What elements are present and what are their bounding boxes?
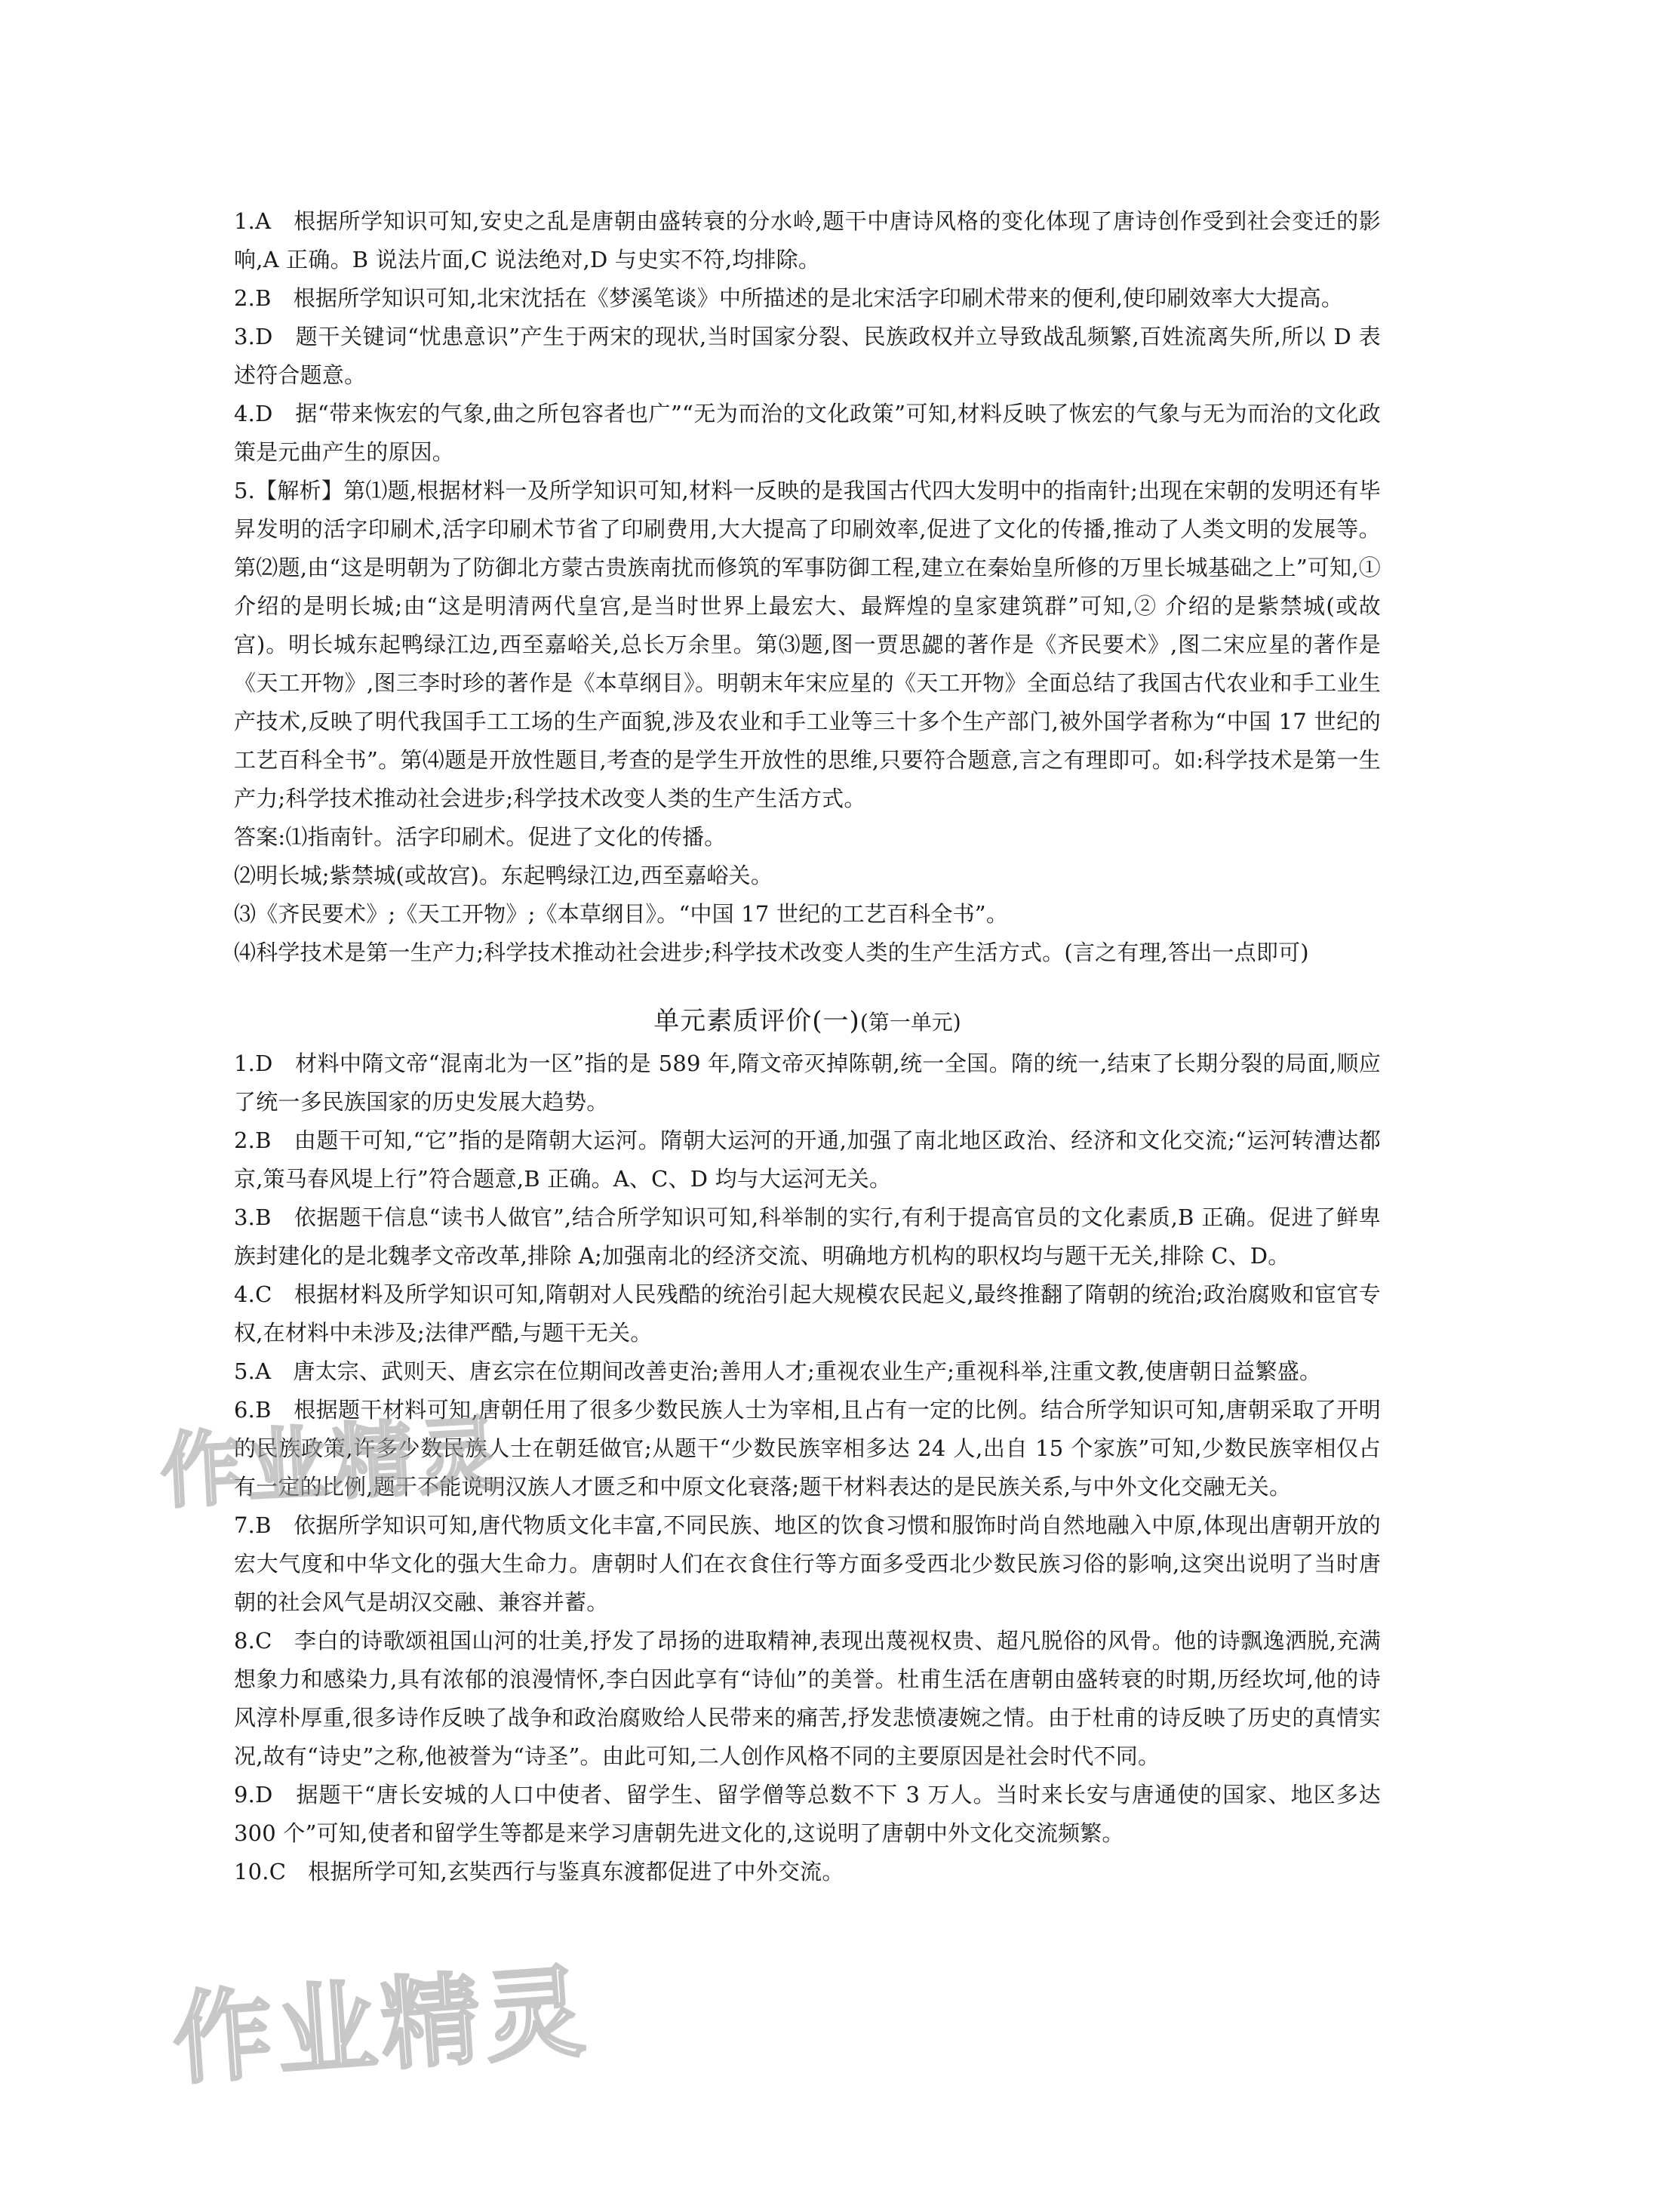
answers-part-1: [234, 202, 1381, 972]
section-title-main: 单元素质评价(一): [653, 1006, 860, 1036]
answer-page: [234, 202, 1381, 1891]
answer-5-key-1: 答案:⑴指南针。活字印刷术。促进了文化的传播。: [234, 824, 727, 850]
unit-answer-10c: 10.C 根据所学可知,玄奘西行与鉴真东渡都促进了中外交流。: [234, 1859, 844, 1884]
answer-2b: 2.B 根据所学知识可知,北宋沈括在《梦溪笔谈》中所描述的是北宋活字印刷术带来的便利,使印刷效率大大提高。: [234, 285, 1344, 311]
section-title-sub: (第一单元): [859, 1010, 961, 1035]
answer-3d: 3.D 题干关键词“忧患意识”产生于两宋的现状,当时国家分裂、民族政权并立导致战乱频繁,百姓流离失所,所以 D 表述符合题意。: [234, 324, 1381, 388]
answer-1a: 1.A 根据所学知识可知,安史之乱是唐朝由盛转衰的分水岭,题干中唐诗风格的变化体现了唐诗创作受到社会变迁的影响,A 正确。B 说法片面,C 说法绝对,D 与史实不符,均排除。: [234, 208, 1381, 272]
answer-5-key-3: ⑶《齐民要术》;《天工开物》;《本草纲目》。“中国 17 世纪的工艺百科全书”。: [234, 901, 1009, 927]
unit-answer-2b: 2.B 由题干可知,“它”指的是隋朝大运河。隋朝大运河的开通,加强了南北地区政治、经济和文化交流;“运河转漕达都京,策马春风堤上行”符合题意,B 正确。A、C、D 均与大运河无关。: [234, 1128, 1381, 1192]
answer-5-key-2: ⑵明长城;紫禁城(或故宫)。东起鸭绿江边,西至嘉峪关。: [234, 863, 773, 888]
section-title: [234, 1001, 1381, 1043]
answers-part-2: [234, 1044, 1381, 1891]
watermark-logo: 作业精灵: [158, 1407, 507, 1520]
unit-answer-4c: 4.C 根据材料及所学知识可知,隋朝对人民残酷的统治引起大规模农民起义,最终推翻了隋朝的统治;政治腐败和宦官专权,在材料中未涉及;法律严酷,与题干无关。: [234, 1281, 1381, 1346]
watermark-logo-large: 作业精灵: [169, 1953, 593, 2100]
unit-answer-5a: 5.A 唐太宗、武则天、唐玄宗在位期间改善吏治;善用人才;重视农业生产;重视科举,注重文教,使唐朝日益繁盛。: [234, 1358, 1322, 1384]
answer-5-analysis: 5.【解析】第⑴题,根据材料一及所学知识可知,材料一反映的是我国古代四大发明中的指南针;出现在宋朝的发明还有毕昇发明的活字印刷术,活字印刷术节省了印刷费用,大大提高了印刷效率,促进了文化的传播,推动了人类文明的发展等。第⑵题,由“这是明朝为了防御北方蒙古贵族南扰而修筑的军事防御工程,建立在秦始皇所修的万里长城基础之上”可知,① 介绍的是明长城;由“这是明清两代皇宫,是当时世界上最宏大、最辉煌的皇家建筑群”可知,② 介绍的是紫禁城(或故宫)。明长城东起鸭绿江边,西至嘉峪关,总长万余里。第⑶题,图一贾思勰的著作是《齐民要术》,图二宋应星的著作是《天工开物》,图三李时珍的著作是《本草纲目》。明朝末年宋应星的《天工开物》全面总结了我国古代农业和手工业生产技术,反映了明代我国手工工场的生产面貌,涉及农业和手工业等三十多个生产部门,被外国学者称为“中国 17 世纪的工艺百科全书”。第⑷题是开放性题目,考查的是学生开放性的思维,只要符合题意,言之有理即可。如:科学技术是第一生产力;科学技术推动社会进步;科学技术改变人类的生产生活方式。: [234, 478, 1381, 811]
answer-4d: 4.D 据“带来恢宏的气象,曲之所包容者也广”“无为而治的文化政策”可知,材料反映了恢宏的气象与无为而治的文化政策是元曲产生的原因。: [234, 401, 1381, 465]
unit-answer-7b: 7.B 依据所学知识可知,唐代物质文化丰富,不同民族、地区的饮食习惯和服饰时尚自然地融入中原,体现出唐朝开放的宏大气度和中华文化的强大生命力。唐朝时人们在衣食住行等方面多受西北少数民族习俗的影响,这突出说明了当时唐朝的社会风气是胡汉交融、兼容并蓄。: [234, 1512, 1381, 1615]
unit-answer-6b: 6.B 根据题干材料可知,唐朝任用了很多少数民族人士为宰相,且占有一定的比例。结合所学知识可知,唐朝采取了开明的民族政策,许多少数民族人士在朝廷做官;从题干“少数民族宰相多达 24 人,出自 15 个家族”可知,少数民族宰相仅占有一定的比例,题干不能说明汉族人才匮乏和中原文化衰落;题干材料表达的是民族关系,与中外文化交融无关。: [234, 1397, 1381, 1500]
unit-answer-9d: 9.D 据题干“唐长安城的人口中使者、留学生、留学僧等总数不下 3 万人。当时来长安与唐通使的国家、地区多达 300 个”可知,使者和留学生等都是来学习唐朝先进文化的,这说明了唐朝中外文化交流频繁。: [234, 1782, 1381, 1846]
answer-5-key-4: ⑷科学技术是第一生产力;科学技术推动社会进步;科学技术改变人类的生产生活方式。(言之有理,答出一点即可): [234, 940, 1309, 965]
unit-answer-1d: 1.D 材料中隋文帝“混南北为一区”指的是 589 年,隋文帝灭掉陈朝,统一全国。隋的统一,结束了长期分裂的局面,顺应了统一多民族国家的历史发展大趋势。: [234, 1051, 1381, 1115]
unit-answer-8c: 8.C 李白的诗歌颂祖国山河的壮美,抒发了昂扬的进取精神,表现出蔑视权贵、超凡脱俗的风骨。他的诗飘逸洒脱,充满想象力和感染力,具有浓郁的浪漫情怀,李白因此享有“诗仙”的美誉。杜甫生活在唐朝由盛转衰的时期,历经坎坷,他的诗风淳朴厚重,很多诗作反映了战争和政治腐败给人民带来的痛苦,抒发悲愤凄婉之情。由于杜甫的诗反映了历史的真情实况,故有“诗史”之称,他被誉为“诗圣”。由此可知,二人创作风格不同的主要原因是社会时代不同。: [234, 1628, 1381, 1769]
unit-answer-3b: 3.B 依据题干信息“读书人做官”,结合所学知识可知,科举制的实行,有利于提高官员的文化素质,B 正确。促进了鲜卑族封建化的是北魏孝文帝改革,排除 A;加强南北的经济交流、明确地方机构的职权均与题干无关,排除 C、D。: [234, 1204, 1381, 1269]
